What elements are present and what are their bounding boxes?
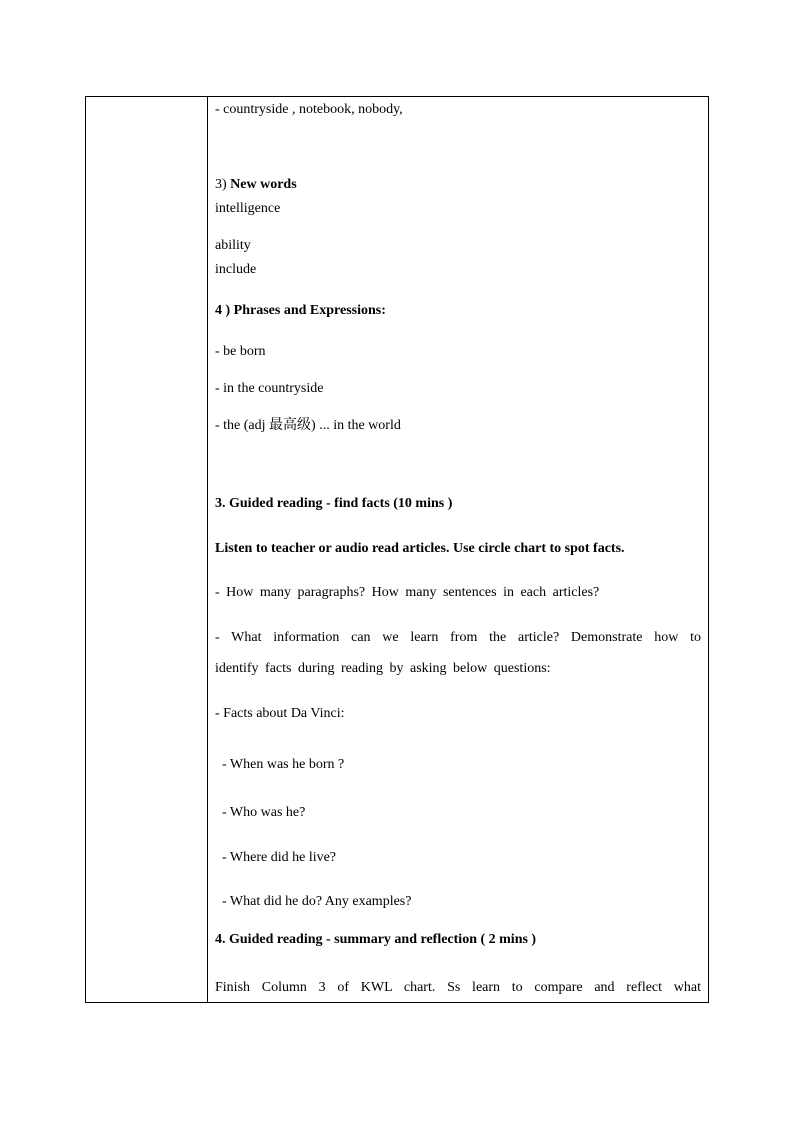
identify-facts-line: identify facts during reading by asking below questions: <box>215 661 551 676</box>
left-column-cell <box>86 97 208 1002</box>
question-paragraphs: - How many paragraphs? How many sentences in each articles? <box>215 585 600 600</box>
facts-about-da-vinci: - Facts about Da Vinci: <box>215 706 345 721</box>
new-words-number: 3) <box>215 177 231 192</box>
lesson-plan-table <box>85 96 709 1003</box>
word-ability: ability <box>215 238 251 253</box>
vocab-line-compound-words: - countryside , notebook, nobody, <box>215 102 403 117</box>
question-when-born: - When was he born ? <box>215 757 345 772</box>
question-what: - What did he do? Any examples? <box>215 894 412 909</box>
section-summary-reflection: 4. Guided reading - summary and reflection ( 2 mins ) <box>215 932 537 947</box>
phrase-in-the-countryside: - in the countryside <box>215 381 324 396</box>
word-intelligence: intelligence <box>215 201 281 216</box>
phrase-superlative: - the (adj 最高级) ... in the world <box>215 418 401 433</box>
new-words-heading <box>215 176 297 194</box>
phrases-heading: 4 ) Phrases and Expressions: <box>215 303 386 318</box>
instruction-listen: Listen to teacher or audio read articles. Use circle chart to spot facts. <box>215 541 625 556</box>
right-column-cell <box>208 97 708 1002</box>
kwl-instruction: Finish Column 3 of KWL chart. Ss learn to compare and reflect what <box>215 980 701 995</box>
phrase-be-born: - be born <box>215 344 266 359</box>
question-information: - What information can we learn from the article? Demonstrate how to <box>215 630 701 645</box>
section-guided-reading-facts: 3. Guided reading - find facts (10 mins ) <box>215 496 453 511</box>
word-include: include <box>215 262 257 277</box>
new-words-title: New words <box>230 177 297 192</box>
question-who: - Who was he? <box>215 805 306 820</box>
question-where: - Where did he live? <box>215 850 337 865</box>
